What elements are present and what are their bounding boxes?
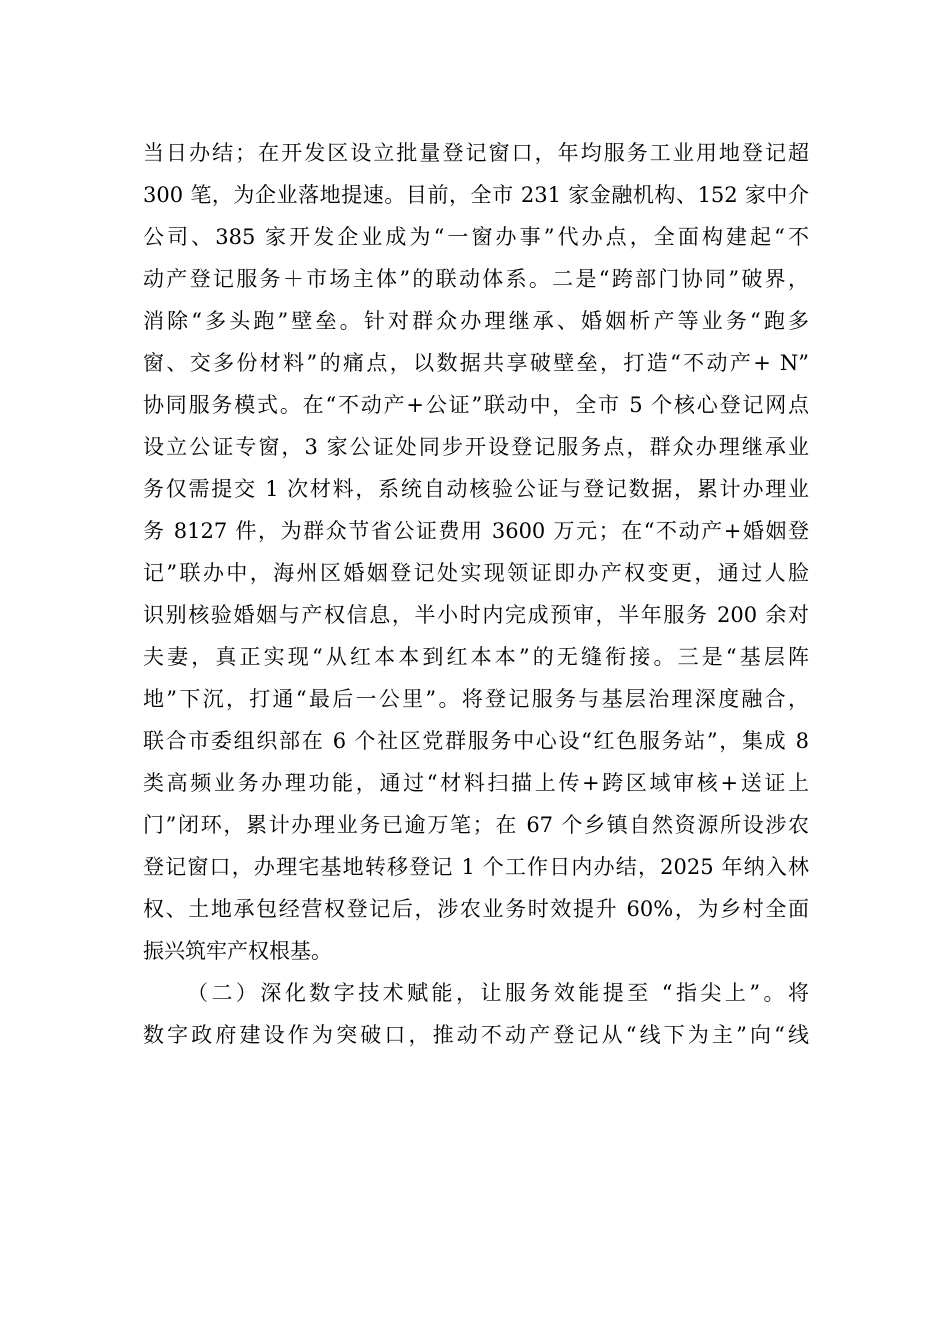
- section-paragraph-line-2: 数字政府建设作为突破口，推动不动产登记从“线下为主”向“线: [143, 1023, 809, 1047]
- paragraph-1-line-8: 设立公证专窗，3 家公证处同步开设登记服务点，群众办理继承业: [143, 435, 809, 459]
- paragraph-1-line-15: 联合市委组织部在 6 个社区党群服务中心设“红色服务站”，集成 8: [143, 729, 809, 753]
- paragraph-1-line-7: 协同服务模式。在“不动产+公证”联动中，全市 5 个核心登记网点: [143, 393, 809, 417]
- paragraph-1-line-19: 权、土地承包经营权登记后，涉农业务时效提升 60%，为乡村全面: [143, 897, 809, 921]
- paragraph-1-line-6: 窗、交多份材料”的痛点，以数据共享破壁垒，打造“不动产+ N”: [143, 351, 809, 375]
- paragraph-1-line-3: 公司、385 家开发企业成为“一窗办事”代办点，全面构建起“不: [143, 225, 809, 249]
- paragraph-1-line-13: 夫妻，真正实现“从红本本到红本本”的无缝衔接。三是“基层阵: [143, 645, 809, 669]
- section-heading-line-1: （二）深化数字技术赋能，让服务效能提至 “指尖上”。将: [187, 981, 809, 1005]
- paragraph-1-line-14: 地”下沉，打通“最后一公里”。将登记服务与基层治理深度融合，: [143, 687, 809, 711]
- paragraph-1-line-12: 识别核验婚姻与产权信息，半小时内完成预审，半年服务 200 余对: [143, 603, 809, 627]
- paragraph-1-line-18: 登记窗口，办理宅基地转移登记 1 个工作日内办结，2025 年纳入林: [143, 855, 809, 879]
- paragraph-1-line-1: 当日办结；在开发区设立批量登记窗口，年均服务工业用地登记超: [143, 141, 809, 165]
- paragraph-1-line-20: 振兴筑牢产权根基。: [143, 939, 332, 963]
- paragraph-1-line-4: 动产登记服务＋市场主体”的联动体系。二是“跨部门协同”破界，: [143, 267, 809, 291]
- paragraph-1-line-16: 类高频业务办理功能，通过“材料扫描上传+跨区域审核+送证上: [143, 771, 809, 795]
- paragraph-1-line-11: 记”联办中，海州区婚姻登记处实现领证即办产权变更，通过人脸: [143, 561, 809, 585]
- paragraph-1-line-17: 门”闭环，累计办理业务已逾万笔；在 67 个乡镇自然资源所设涉农: [143, 813, 809, 837]
- paragraph-1-line-5: 消除“多头跑”壁垒。针对群众办理继承、婚姻析产等业务“跑多: [143, 309, 809, 333]
- paragraph-1-line-10: 务 8127 件，为群众节省公证费用 3600 万元；在“不动产+婚姻登: [143, 519, 809, 543]
- paragraph-1-line-9: 务仅需提交 1 次材料，系统自动核验公证与登记数据，累计办理业: [143, 477, 809, 501]
- paragraph-1-line-2: 300 笔，为企业落地提速。目前，全市 231 家金融机构、152 家中介: [143, 183, 809, 207]
